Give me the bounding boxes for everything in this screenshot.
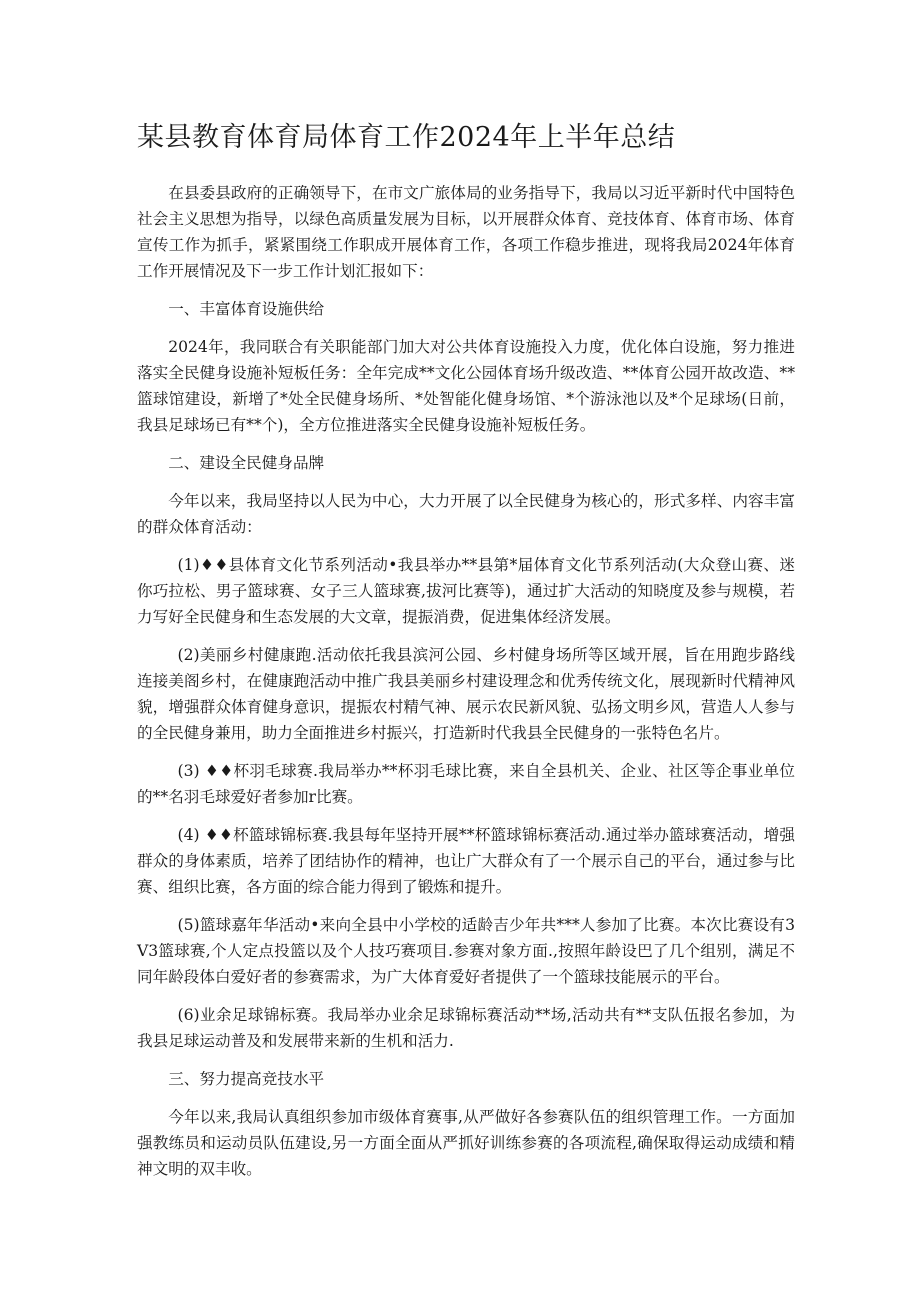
- document-title: 某县教育体育局体育工作2024年上半年总结: [137, 122, 676, 153]
- section-3-paragraph: 今年以来,我局认真组织参加市级体育赛事,从严做好各参赛队伍的组织管理工作。一方面加强教练员和运动员队伍建设,另一方面全面从严抓好训练参赛的各项流程,确保取得运动成绩和精神文明的双丰收。: [137, 1108, 795, 1178]
- list-item-5: (5)篮球嘉年华活动•来向全县中小学校的适龄吉少年共***人参加了比赛。本次比赛设有3V3篮球赛,个人定点投篮以及个人技巧赛项目.参赛对象方面.,按照年龄设巴了几个组别，满足不同年龄段体白爱好者的参赛需求，为广大体育爱好者提供了一个篮球技能展示的平台。: [137, 916, 795, 986]
- list-item-6: (6)业余足球锦标赛。我局举办业余足球锦标赛活动**场,活动共有**支队伍报名参加，为我县足球运动普及和发展带来新的生机和活力.: [137, 1006, 795, 1050]
- list-item-1: (1)♦♦县体育文化节系列活动•我县举办**县第*届体育文化节系列活动(大众登山赛、迷你巧拉松、男子篮球赛、女子三人篮球赛,拔河比赛等)，通过扩大活动的知晓度及参与规模，若力写好全民健身和生态发展的大文章，提振消费，促进集体经济发展。: [137, 556, 795, 626]
- list-item-4: (4) ♦♦杯篮球锦标赛.我县每年坚持开展**杯篮球锦标赛活动.通过举办篮球赛活动，增强群众的身体素质，培养了团结协作的精神，也让广大群众有了一个展示自己的平台，通过参与比赛、组织比赛，各方面的综合能力得到了锻炼和提升。: [137, 826, 795, 896]
- section-2-heading: 二、建设全民健身品牌: [168, 454, 325, 472]
- intro-paragraph: 在县委县政府的正确领导下，在市文广旅体局的业务指导下，我局以习近平新时代中国特色社会主义思想为指导，以绿色高质量发展为目标，以开展群众体育、竞技体育、体育市场、体育宣传工作为抓手，紧紧围绕工作职成开展体育工作，各项工作稳步推进，现将我局2024年体育工作开展情况及下一步工作计划汇报如下：: [137, 184, 795, 280]
- list-item-3: (3) ♦♦杯羽毛球赛.我局举办**杯羽毛球比赛，来自全县机关、企业、社区等企事业单位的**名羽毛球爱好者参加r比赛。: [137, 762, 795, 806]
- section-1-heading: 一、丰富体育设施供给: [168, 300, 325, 318]
- section-1-paragraph: 2024年，我同联合有关职能部门加大对公共体育设施投入力度，优化体白设施，努力推进落实全民健身设施补短板任务：全年完成**文化公园体育场升级改造、**体育公园开故改造、**篮球馆建设，新增了*处全民健身场所、*处智能化健身场馆、*个游泳池以及*个足球场(日前，我县足球场已有**个)，全方位推进落实全民健身设施补短板任务。: [137, 338, 795, 434]
- list-item-2: (2)美丽乡村健康跑.活动依托我县滨河公园、乡村健身场所等区域开展，旨在用跑步路线连接美阁乡村，在健康跑活动中推广我县美丽乡村建设理念和优秀传统文化，展现新时代精神风貌，增强群众体育健身意识，提振农村精气神、展示农民新风貌、弘扬文明乡风，营造人人参与的全民健身兼用，助力全面推进乡村振兴，打造新时代我县全民健身的一张特色名片。: [137, 646, 795, 742]
- section-2-paragraph: 今年以来，我局坚持以人民为中心，大力开展了以全民健身为核心的，形式多样、内容丰富的群众体育活动：: [137, 492, 795, 536]
- section-3-heading: 三、努力提高竞技水平: [168, 1070, 325, 1088]
